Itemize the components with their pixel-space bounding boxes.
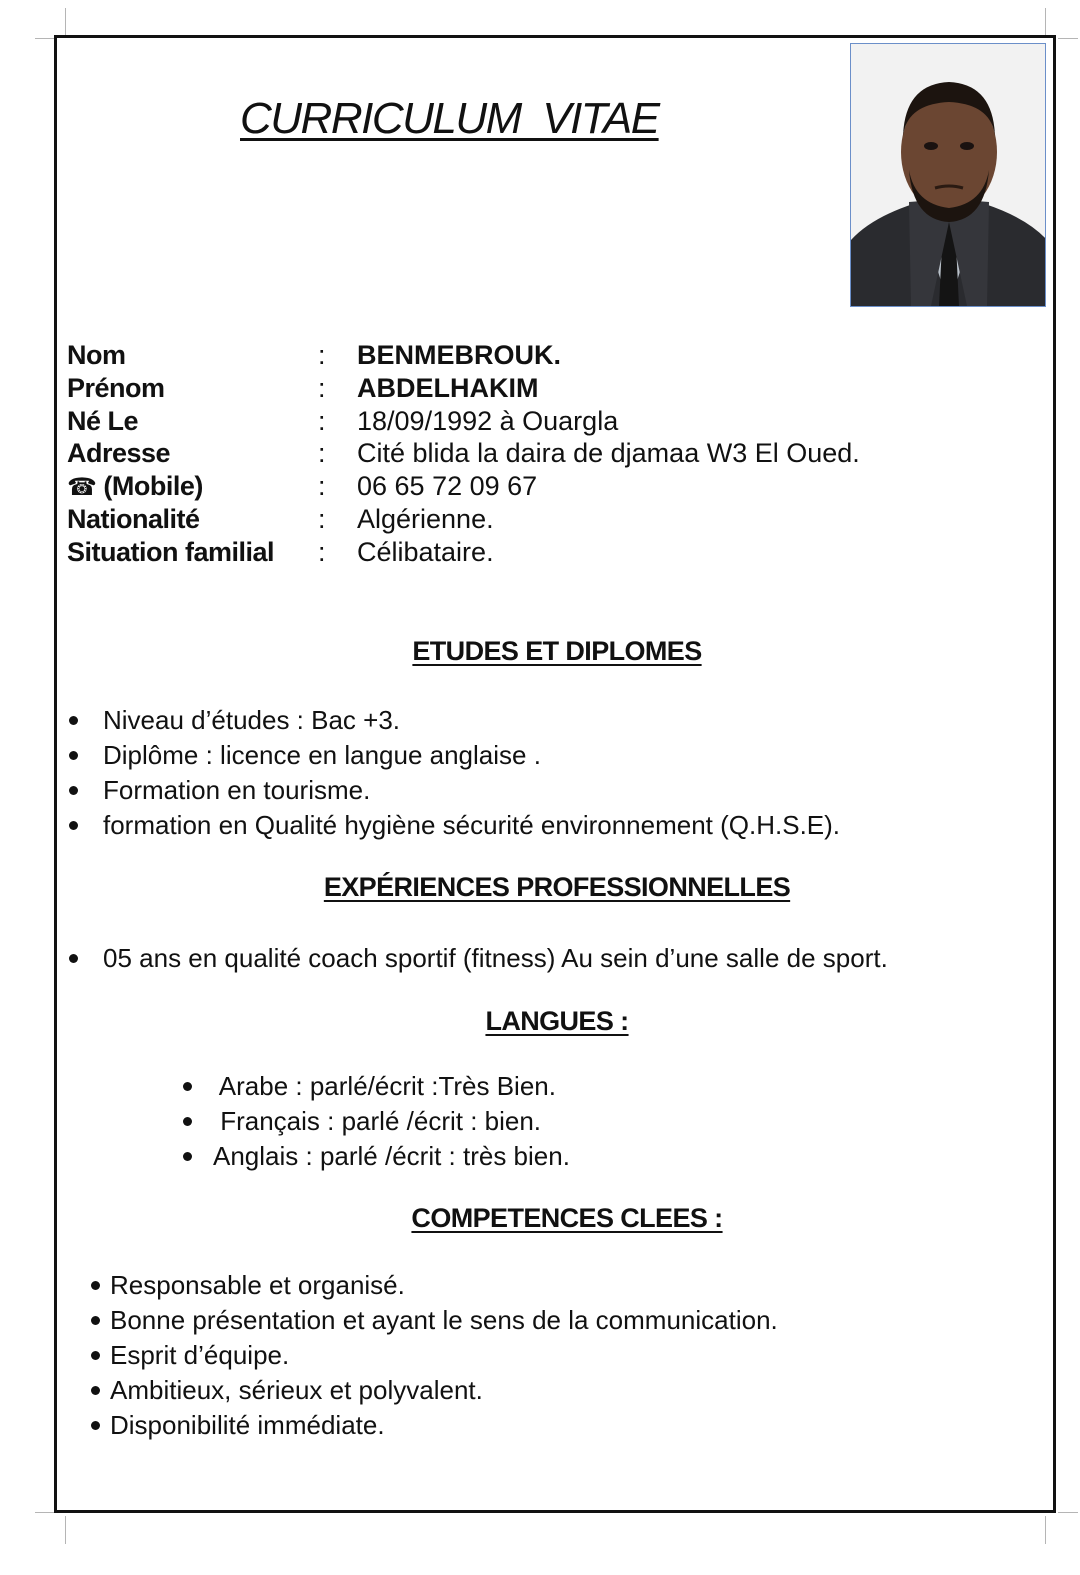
list-item: [110, 1268, 778, 1303]
info-label: Situation familial: [67, 536, 275, 567]
info-value: ABDELHAKIM: [357, 372, 539, 403]
list-item: [103, 941, 888, 976]
bullet-icon: [91, 1316, 100, 1325]
list-item-text: Diplôme : licence en langue anglaise .: [103, 740, 541, 770]
list-item-text: Niveau d’études : Bac +3.: [103, 705, 401, 735]
info-label: Adresse: [67, 438, 171, 469]
list-item-text: Disponibilité immédiate.: [110, 1410, 385, 1440]
bullet-icon: [91, 1421, 100, 1430]
list-item-text: Français : parlé /écrit : bien.: [213, 1106, 542, 1136]
bullet-icon: [183, 1082, 192, 1091]
bullet-icon: [69, 821, 78, 830]
portrait-photo: [850, 43, 1046, 307]
list-item-text: Anglais : parlé /écrit : très bien.: [213, 1141, 570, 1171]
bullet-icon: [183, 1152, 192, 1161]
bullet-icon: [69, 954, 78, 963]
crop-mark: [65, 8, 66, 36]
section-heading-etudes: ETUDES ET DIPLOMES: [412, 636, 702, 666]
info-label-mobile: [67, 470, 203, 504]
list-experiences: [103, 941, 888, 976]
separator: :: [318, 503, 326, 534]
list-item: [103, 773, 840, 808]
list-item-text: Ambitieux, sérieux et polyvalent.: [110, 1375, 483, 1405]
phone-icon: ☎: [67, 473, 97, 502]
info-value: Algérienne.: [357, 503, 494, 534]
info-value: Cité blida la daira de djamaa W3 El Oued.: [357, 438, 860, 469]
list-item: [110, 1303, 778, 1338]
crop-mark: [35, 1512, 55, 1513]
separator: :: [318, 405, 326, 436]
crop-mark: [1045, 1516, 1046, 1544]
bullet-icon: [91, 1351, 100, 1360]
info-value: 06 65 72 09 67: [357, 471, 538, 502]
bullet-icon: [69, 751, 78, 760]
list-item-text: Formation en tourisme.: [103, 775, 371, 805]
list-langues: [213, 1069, 570, 1174]
info-value: BENMEBROUK.: [357, 340, 562, 370]
portrait-illustration: [851, 44, 1046, 307]
list-competences: [110, 1268, 778, 1443]
separator: :: [318, 372, 326, 403]
list-item-text: formation en Qualité hygiène sécurité environnement (Q.H.S.E).: [103, 810, 841, 840]
info-label: Nationalité: [67, 503, 200, 534]
separator: :: [318, 438, 326, 469]
crop-mark: [65, 1516, 66, 1544]
info-label-text: (Mobile): [103, 471, 203, 502]
bullet-icon: [91, 1386, 100, 1395]
list-item: [213, 1104, 570, 1139]
info-label: Prénom: [67, 372, 165, 403]
bullet-icon: [91, 1281, 100, 1290]
crop-mark: [1045, 8, 1046, 36]
list-item-text: Bonne présentation et ayant le sens de la communication.: [110, 1305, 778, 1335]
cv-page: [54, 35, 1056, 1513]
list-item-text: 05 ans en qualité coach sportif (fitness) Au sein d’une salle de sport.: [103, 943, 888, 973]
cv-title: CURRICULUM VITAE: [240, 94, 659, 143]
list-item: [110, 1373, 778, 1408]
info-value: Célibataire.: [357, 536, 494, 567]
list-item: [103, 808, 840, 843]
crop-mark: [1058, 1512, 1078, 1513]
list-item: [213, 1069, 570, 1104]
bullet-icon: [69, 716, 78, 725]
list-item-text: Esprit d’équipe.: [110, 1340, 290, 1370]
list-item: [103, 703, 840, 738]
list-item: [110, 1408, 778, 1443]
separator: :: [318, 340, 326, 370]
list-etudes: [103, 703, 840, 843]
section-heading-competences: COMPETENCES CLEES :: [411, 1203, 723, 1233]
list-item-text: Arabe : parlé/écrit :Très Bien.: [213, 1071, 556, 1101]
info-label: Nom: [67, 340, 126, 370]
section-heading-experiences: EXPÉRIENCES PROFESSIONNELLES: [323, 872, 791, 902]
info-value: 18/09/1992 à Ouargla: [357, 405, 619, 436]
crop-mark: [35, 38, 55, 39]
bullet-icon: [183, 1117, 192, 1126]
bullet-icon: [69, 786, 78, 795]
section-heading-langues: LANGUES :: [485, 1006, 629, 1036]
list-item-text: Responsable et organisé.: [110, 1270, 405, 1300]
list-item: [110, 1338, 778, 1373]
list-item: [103, 738, 840, 773]
info-label: Né Le: [67, 405, 139, 436]
separator: :: [318, 471, 326, 502]
list-item: [213, 1139, 570, 1174]
crop-mark: [1058, 38, 1078, 39]
separator: :: [318, 536, 326, 567]
